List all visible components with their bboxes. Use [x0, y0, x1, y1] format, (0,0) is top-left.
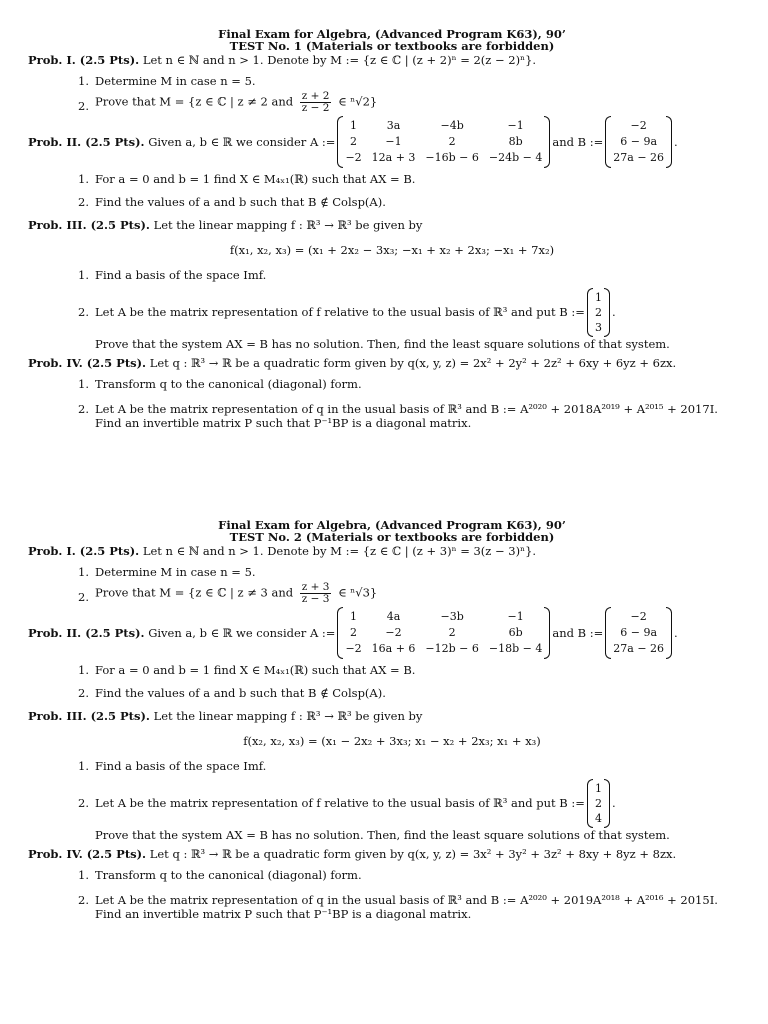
item-text: Prove that M = {z ∈ ℂ | z ≠ 2 and [95, 94, 294, 109]
punctuation: . [674, 626, 678, 641]
matrix-cell: 2 [594, 796, 602, 810]
item-text: Prove that the system AX = B has no solution. Then, find the least square solutions of that system. [95, 336, 670, 351]
matrix-cell: 4 [594, 811, 602, 825]
conjunction-text: and B := [552, 626, 604, 641]
item-text: Find the values of a and b such that B ∉ Colsp(A). [95, 194, 386, 209]
problem-4 [28, 846, 756, 921]
matrix-cell: 4a [386, 610, 401, 624]
item-number: 2. [78, 401, 89, 416]
item-number: 1. [78, 172, 89, 187]
item-number: 1. [78, 377, 89, 392]
test-2-section [28, 519, 756, 921]
problem-heading: Prob. II. (2.5 Pts). [28, 135, 145, 150]
matrix-cell: −1 [507, 119, 524, 133]
matrix-cell: 1 [594, 781, 602, 795]
fraction-denominator: z − 3 [301, 593, 330, 606]
item-number: 2. [78, 590, 89, 605]
problem-statement: Let q : ℝ³ → ℝ be a quadratic form given by q(x, y, z) = 2x² + 2y² + 2z² + 6xy + 6yz + 6zx. [149, 356, 677, 371]
item-number: 2. [78, 99, 89, 114]
matrix-a [337, 116, 550, 168]
matrix-cell: −2 [345, 151, 362, 165]
matrix-cell: 2 [448, 135, 456, 149]
problem-3 [28, 217, 756, 351]
problem-heading: Prob. I. (2.5 Pts). [28, 544, 140, 558]
item-text: Determine M in case n = 5. [95, 565, 256, 579]
matrix-cell: 8b [508, 135, 523, 149]
vector-b [587, 779, 610, 828]
matrix-cell: 6b [508, 626, 523, 640]
conjunction-text: and B := [552, 135, 604, 150]
list-item [28, 195, 756, 209]
problem-2 [28, 607, 756, 700]
matrix-cell: 2 [448, 626, 456, 640]
fraction-numerator: z + 2 [301, 90, 330, 103]
list-item [28, 402, 756, 431]
item-text: Transform q to the canonical (diagonal) form. [95, 377, 362, 392]
matrix-cell: 6 − 9a [620, 626, 658, 640]
list-item [28, 893, 756, 922]
list-item [28, 686, 756, 700]
item-text: Let A be the matrix representation of f relative to the usual basis of ℝ³ and put B := [95, 305, 585, 320]
list-item [28, 582, 756, 605]
item-number: 1. [78, 74, 89, 88]
item-text: Let A be the matrix representation of q in the usual basis of ℝ³ and B := A²⁰²⁰ + 2018A²⁰¹⁹ + A²⁰¹⁵ + 2017I. [95, 401, 718, 416]
item-text: Transform q to the canonical (diagonal) form. [95, 868, 362, 883]
matrix-cell: 2 [350, 626, 358, 640]
matrix-cell: 3a [386, 119, 401, 133]
item-text: ∈ ⁿ√2} [338, 94, 378, 109]
item-number: 2. [78, 304, 89, 319]
matrix-b [605, 607, 672, 659]
fraction [300, 582, 332, 605]
item-number: 1. [78, 565, 89, 579]
item-text: For a = 0 and b = 1 find X ∈ M₄ₓ₁(ℝ) such that AX = B. [95, 172, 416, 187]
problem-heading: Prob. I. (2.5 Pts). [28, 53, 140, 67]
matrix-cell: −16b − 6 [425, 151, 479, 165]
matrix-cell: −1 [507, 610, 524, 624]
mapping-formula: f(x₂, x₂, x₃) = (x₁ − 2x₂ + 3x₃; x₁ − x₂ + 2x₃; x₁ + x₃) [243, 734, 541, 749]
matrix-cell: 3 [594, 320, 602, 334]
item-number: 1. [78, 267, 89, 282]
matrix-cell: 2 [350, 135, 358, 149]
mapping-formula: f(x₁, x₂, x₃) = (x₁ + 2x₂ − 3x₃; −x₁ + x₂ + 2x₃; −x₁ + 7x₂) [229, 243, 555, 258]
problem-heading: Prob. III. (2.5 Pts). [28, 709, 150, 724]
item-text: Prove that the system AX = B has no solution. Then, find the least square solutions of that system. [95, 827, 670, 842]
problem-statement: Let the linear mapping f : ℝ³ → ℝ³ be given by [153, 709, 423, 724]
list-item [28, 172, 756, 186]
matrix-cell: 2 [594, 305, 602, 319]
matrix-cell: −3b [440, 610, 464, 624]
matrix-cell: 1 [350, 610, 358, 624]
problem-3 [28, 708, 756, 842]
problem-heading: Prob. IV. (2.5 Pts). [28, 356, 147, 371]
matrix-cell: −24b − 4 [488, 151, 543, 165]
matrix-a-grid [343, 116, 544, 168]
vector-b-grid [593, 779, 604, 828]
item-number: 2. [78, 795, 89, 810]
item-text: ∈ ⁿ√3} [338, 585, 378, 600]
item-text: Find a basis of the space Imf. [95, 267, 267, 282]
test-subtitle: TEST No. 2 (Materials or textbooks are forbidden) [229, 530, 555, 544]
vector-b-grid [593, 288, 604, 337]
matrix-b-grid [611, 607, 666, 659]
problem-heading: Prob. III. (2.5 Pts). [28, 218, 150, 233]
list-item [28, 663, 756, 677]
fraction [300, 91, 332, 114]
item-number: 2. [78, 892, 89, 907]
matrix-cell: −2 [385, 626, 402, 640]
test-1-section [28, 28, 756, 430]
punctuation: . [674, 135, 678, 150]
vector-b [587, 288, 610, 337]
item-text: Let A be the matrix representation of f relative to the usual basis of ℝ³ and put B := [95, 796, 585, 811]
matrix-cell: 6 − 9a [620, 135, 658, 149]
punctuation: . [611, 796, 616, 811]
problem-statement: Given a, b ∈ ℝ we consider A := [148, 626, 336, 641]
matrix-cell: −2 [630, 610, 647, 624]
problem-statement: Let n ∈ ℕ and n > 1. Denote by M := {z ∈ ℂ | (z + 3)ⁿ = 3(z − 3)ⁿ}. [142, 544, 537, 558]
problem-2 [28, 116, 756, 209]
matrix-b-grid [611, 116, 666, 168]
matrix-a [337, 607, 550, 659]
item-number: 1. [78, 758, 89, 773]
item-text: Find the values of a and b such that B ∉ Colsp(A). [95, 685, 386, 700]
item-number: 1. [78, 663, 89, 678]
list-item [28, 868, 756, 882]
problem-heading: Prob. IV. (2.5 Pts). [28, 847, 147, 862]
problem-statement: Given a, b ∈ ℝ we consider A := [148, 135, 336, 150]
matrix-cell: 1 [350, 119, 358, 133]
item-number: 2. [78, 685, 89, 700]
test-subtitle: TEST No. 1 (Materials or textbooks are forbidden) [229, 39, 555, 53]
exam-title: Final Exam for Algebra, (Advanced Program K63), 90’ [218, 27, 566, 41]
list-item [28, 268, 756, 282]
list-item [28, 779, 756, 842]
list-item [28, 565, 756, 579]
list-item [28, 377, 756, 391]
item-text: Find an invertible matrix P such that P⁻¹BP is a diagonal matrix. [95, 416, 472, 430]
matrix-cell: 16a + 6 [371, 642, 416, 656]
matrix-cell: 1 [594, 290, 602, 304]
item-number: 2. [78, 194, 89, 209]
list-item [28, 759, 756, 773]
list-item [28, 74, 756, 88]
item-text: Let A be the matrix representation of q in the usual basis of ℝ³ and B := A²⁰²⁰ + 2019A²⁰¹⁸ + A²⁰¹⁶ + 2015I. [95, 892, 718, 907]
problem-heading: Prob. II. (2.5 Pts). [28, 626, 145, 641]
problem-4 [28, 355, 756, 430]
item-number: 1. [78, 868, 89, 883]
list-item [28, 288, 756, 351]
matrix-cell: −12b − 6 [425, 642, 479, 656]
problem-statement: Let the linear mapping f : ℝ³ → ℝ³ be given by [153, 218, 423, 233]
list-item [28, 91, 756, 114]
matrix-b [605, 116, 672, 168]
item-text: Find an invertible matrix P such that P⁻¹BP is a diagonal matrix. [95, 907, 472, 921]
problem-statement: Let n ∈ ℕ and n > 1. Denote by M := {z ∈ ℂ | (z + 2)ⁿ = 2(z − 2)ⁿ}. [142, 53, 537, 67]
matrix-cell: −2 [630, 119, 647, 133]
matrix-cell: −2 [345, 642, 362, 656]
problem-1 [28, 543, 756, 605]
item-text: Determine M in case n = 5. [95, 74, 256, 88]
matrix-cell: 27a − 26 [613, 642, 665, 656]
fraction-denominator: z − 2 [301, 102, 330, 115]
matrix-cell: 27a − 26 [613, 151, 665, 165]
matrix-cell: 12a + 3 [371, 151, 416, 165]
problem-statement: Let q : ℝ³ → ℝ be a quadratic form given by q(x, y, z) = 3x² + 3y² + 3z² + 8xy + 8yz + 8zx. [149, 847, 677, 862]
matrix-cell: −4b [440, 119, 464, 133]
exam-title: Final Exam for Algebra, (Advanced Program K63), 90’ [218, 518, 566, 532]
item-text: Prove that M = {z ∈ ℂ | z ≠ 3 and [95, 585, 294, 600]
matrix-cell: −1 [385, 135, 402, 149]
matrix-a-grid [343, 607, 544, 659]
fraction-numerator: z + 3 [301, 581, 330, 594]
punctuation: . [611, 305, 616, 320]
problem-1 [28, 52, 756, 114]
matrix-cell: −18b − 4 [488, 642, 543, 656]
item-text: For a = 0 and b = 1 find X ∈ M₄ₓ₁(ℝ) such that AX = B. [95, 663, 416, 678]
item-text: Find a basis of the space Imf. [95, 758, 267, 773]
